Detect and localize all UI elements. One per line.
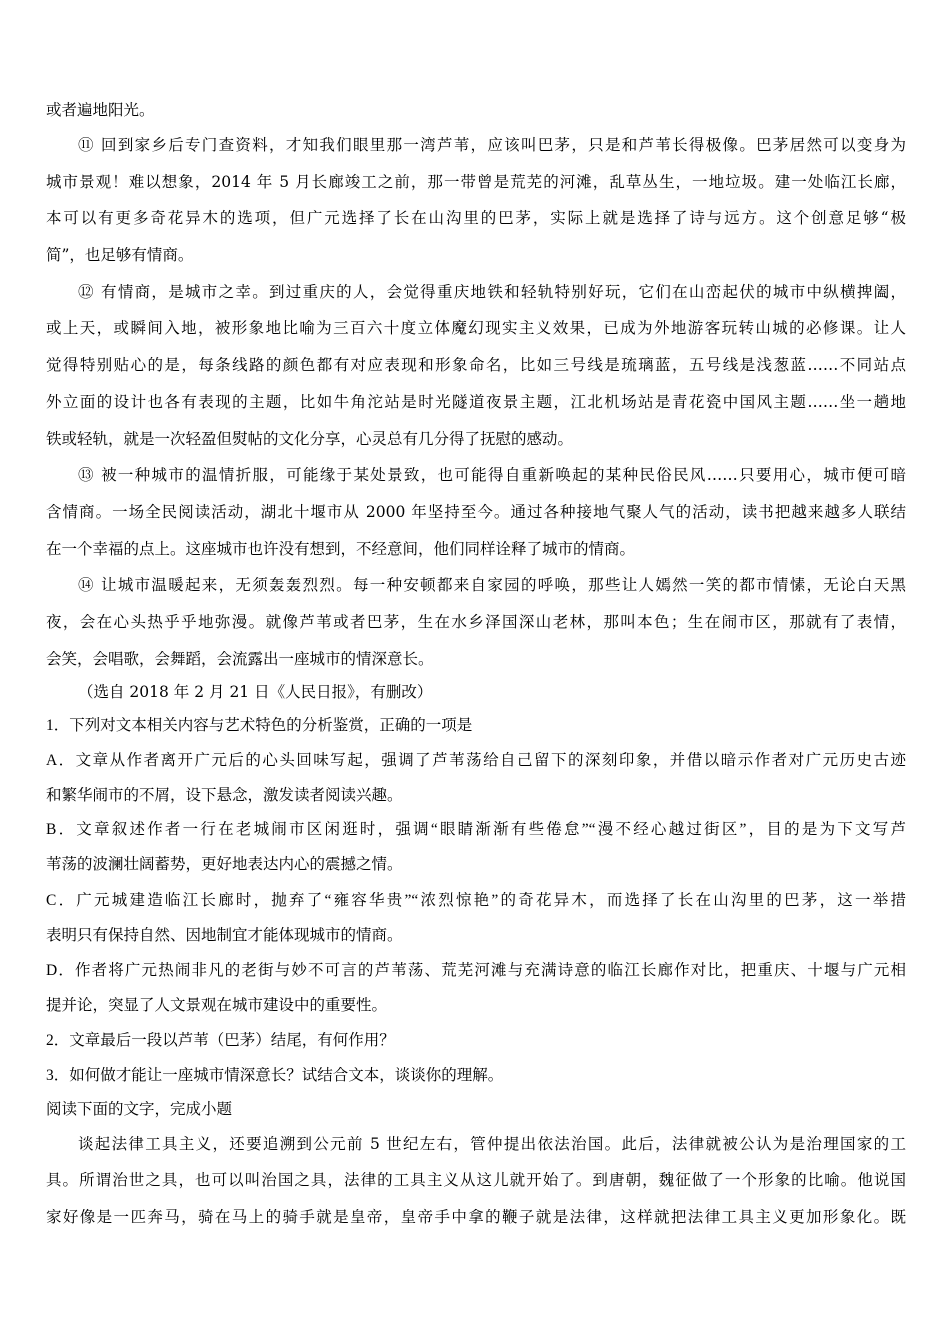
paragraph-10-tail: 或者遍地阳光。 bbox=[46, 101, 155, 119]
source-citation: （选自 2018 年 2 月 21 日《人民日报》，有删改） bbox=[78, 683, 433, 701]
question-1-option-d: 提并论，突显了人文景观在城市建设中的重要性。 bbox=[46, 997, 388, 1014]
paragraph-14-line: ⑭ 让城市温暖起来，无须轰轰烈烈。每一种安顿都来自家园的呼唤，那些让人嫣然一笑的都市情愫，无论白天黑 bbox=[78, 576, 906, 594]
paragraph-13-line: ⑬ 被一种城市的温情折服，可能缘于某处景致，也可能得自重新唤起的某种民俗民风……只要用心，城市便可暗 bbox=[78, 466, 906, 484]
question-1-option-b: 苇荡的波澜壮阔蓄势，更好地表达内心的震撼之情。 bbox=[46, 856, 403, 873]
passage-2-line: 谈起法律工具主义，还要追溯到公元前 5 世纪左右，管仲提出依法治国。此后，法律就被公认为是治理国家的工 bbox=[78, 1135, 906, 1153]
passage-2-heading: 阅读下面的文字，完成小题 bbox=[46, 1101, 233, 1118]
paragraph-13-line: 在一个幸福的点上。这座城市也许没有想到，不经意间，他们同样诠释了城市的情商。 bbox=[46, 540, 636, 558]
paragraph-11-line: 本可以有更多奇花异木的选项，但广元选择了长在山沟里的巴茅，实际上就是选择了诗与远方。这个创意足够“极 bbox=[46, 209, 906, 227]
paragraph-12-line: 铁或轻轨，就是一次轻盈但熨帖的文化分享，心灵总有几分得了抚慰的感动。 bbox=[46, 430, 574, 448]
question-3: 3．如何做才能让一座城市情深意长？试结合文本，谈谈你的理解。 bbox=[46, 1067, 504, 1084]
question-1-option-d: D．作者将广元热闹非凡的老街与妙不可言的芦苇荡、荒芜河滩与充满诗意的临江长廊作对比，把重庆、十堰与广元相 bbox=[46, 962, 906, 979]
paragraph-14-line: 夜，会在心头热乎乎地弥漫。就像芦苇或者巴茅，生在水乡泽国深山老林，那叫本色；生在闹市区，那就有了表情， bbox=[46, 613, 906, 631]
question-1-option-a: A．文章从作者离开广元后的心头回味写起，强调了芦苇荡给自己留下的深刻印象，并借以暗示作者对广元历史古迹 bbox=[46, 752, 906, 769]
question-2: 2．文章最后一段以芦苇（巴茅）结尾，有何作用？ bbox=[46, 1032, 395, 1049]
paragraph-11-line: 简”，也足够有情商。 bbox=[46, 246, 194, 264]
paragraph-14-line: 会笑，会唱歌，会舞蹈，会流露出一座城市的情深意长。 bbox=[46, 650, 434, 668]
paragraph-12-line: 觉得特别贴心的是，每条线路的颜色都有对应表现和形象命名，比如三号线是琉璃蓝，五号线是浅葱蓝……不同站点 bbox=[46, 356, 906, 374]
passage-2-line: 具。所谓治世之具，也可以叫治国之具，法律的工具主义从这儿就开始了。到唐朝，魏征做了一个形象的比喻。他说国 bbox=[46, 1171, 906, 1189]
passage-2-line: 家好像是一匹奔马，骑在马上的骑手就是皇帝，皇帝手中拿的鞭子就是法律，这样就把法律工具主义更加形象化。既 bbox=[46, 1208, 906, 1226]
paragraph-12-line: 或上天，或瞬间入地，被形象地比喻为三百六十度立体魔幻现实主义效果，已成为外地游客玩转山城的必修课。让人 bbox=[46, 319, 906, 337]
question-1-stem: 1．下列对文本相关内容与艺术特色的分析鉴赏，正确的一项是 bbox=[46, 717, 473, 734]
question-1-option-c: C．广元城建造临江长廊时，抛弃了“雍容华贵”“浓烈惊艳”的奇花异木，而选择了长在山沟里的巴茅，这一举措 bbox=[46, 892, 906, 909]
paragraph-11-line: ⑪ 回到家乡后专门查资料，才知我们眼里那一湾芦苇，应该叫巴茅，只是和芦苇长得极像。巴茅居然可以变身为 bbox=[78, 136, 906, 154]
paragraph-13-line: 含情商。一场全民阅读活动，湖北十堰市从 2000 年坚持至今。通过各种接地气聚人气的活动，读书把越来越多人联结 bbox=[46, 503, 906, 521]
question-1-option-a: 和繁华闹市的不屑，设下悬念，激发读者阅读兴趣。 bbox=[46, 787, 403, 804]
question-1-option-c: 表明只有保持自然、因地制宜才能体现城市的情商。 bbox=[46, 927, 403, 944]
question-1-option-b: B．文章叙述作者一行在老城闹市区闲逛时，强调“眼睛渐渐有些倦怠”“漫不经心越过街区”，目的是为下文写芦 bbox=[46, 821, 906, 838]
paragraph-12-line: ⑫ 有情商，是城市之幸。到过重庆的人，会觉得重庆地铁和轻轨特别好玩，它们在山峦起伏的城市中纵横捭阖， bbox=[78, 283, 906, 301]
paragraph-12-line: 外立面的设计也各有表现的主题，比如牛角沱站是时光隧道夜景主题，江北机场站是青花瓷中国风主题……坐一趟地 bbox=[46, 393, 906, 411]
paragraph-11-line: 城市景观！难以想象，2014 年 5 月长廊竣工之前，那一带曾是荒芜的河滩，乱草丛生，一地垃圾。建一处临江长廊， bbox=[46, 173, 906, 191]
